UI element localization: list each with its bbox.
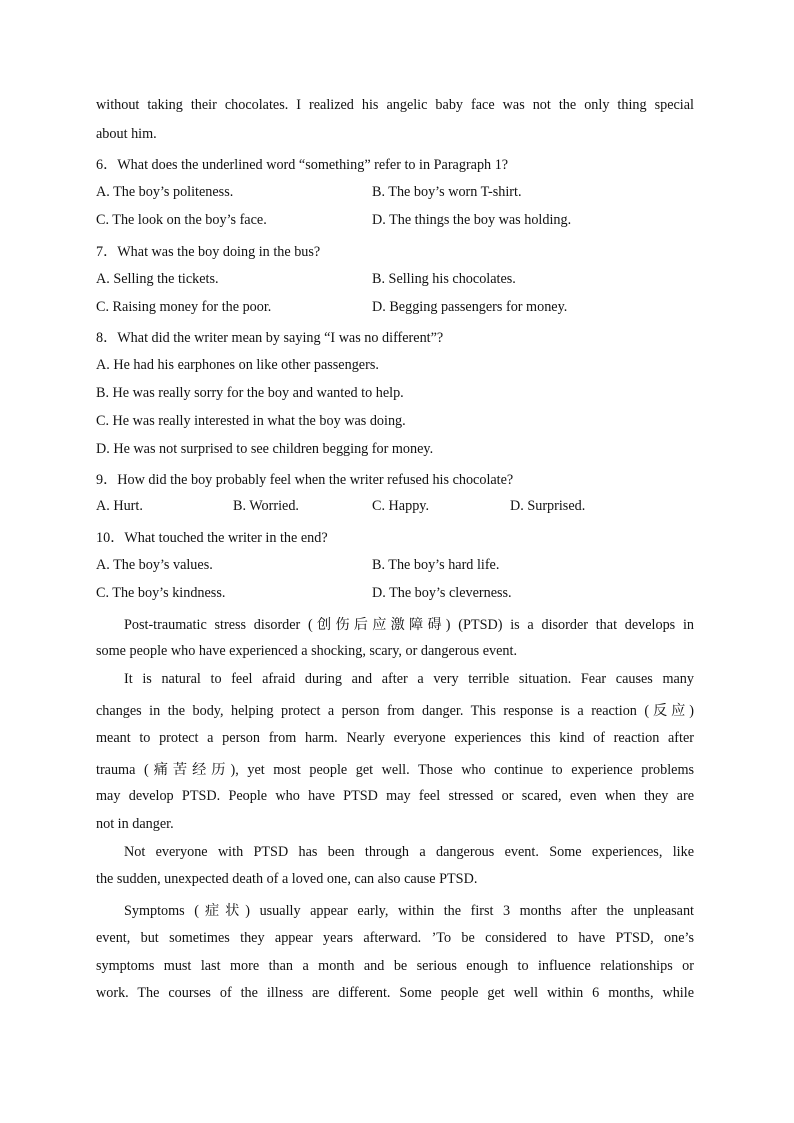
- question-stem-7: 7．What was the boy doing in the bus?: [96, 244, 321, 260]
- passage-line: Not everyone with PTSD has been through a dangerous event. Some experiences, like: [124, 844, 694, 860]
- option-6d: D. The things the boy was holding.: [372, 212, 572, 228]
- option-10d: D. The boy’s cleverness.: [372, 585, 512, 601]
- option-6c: C. The look on the boy’s face.: [96, 212, 267, 228]
- option-7d: D. Begging passengers for money.: [372, 299, 568, 315]
- passage-line: Post-traumatic stress disorder (创伤后应激障碍) (PTSD) is a disorder that develops in: [124, 617, 694, 633]
- passage-line: may develop PTSD. People who have PTSD may feel stressed or scared, even when they are: [96, 788, 694, 804]
- option-9d: D. Surprised.: [510, 498, 586, 514]
- option-10b: B. The boy’s hard life.: [372, 557, 500, 573]
- intro-line: without taking their chocolates. I realized his angelic baby face was not the only thing special: [96, 97, 694, 113]
- passage-line: not in danger.: [96, 816, 174, 832]
- option-8b: B. He was really sorry for the boy and wanted to help.: [96, 385, 404, 401]
- option-8a: A. He had his earphones on like other passengers.: [96, 357, 379, 373]
- option-7a: A. Selling the tickets.: [96, 271, 219, 287]
- passage-line: It is natural to feel afraid during and after a very terrible situation. Fear causes many: [124, 671, 694, 687]
- intro-line: about him.: [96, 126, 157, 142]
- option-9c: C. Happy.: [372, 498, 430, 514]
- option-7c: C. Raising money for the poor.: [96, 299, 272, 315]
- passage-line: some people who have experienced a shocking, scary, or dangerous event.: [96, 643, 518, 659]
- passage-line: trauma (痛苦经历), yet most people get well. Those who continue to experience problems: [96, 762, 694, 778]
- option-10c: C. The boy’s kindness.: [96, 585, 226, 601]
- passage-line: symptoms must last more than a month and be serious enough to influence relationships or: [96, 958, 694, 974]
- passage-line: meant to protect a person from harm. Nearly everyone experiences this kind of reaction after: [96, 730, 694, 746]
- question-stem-9: 9．How did the boy probably feel when the writer refused his chocolate?: [96, 472, 514, 488]
- question-stem-10: 10．What touched the writer in the end?: [96, 530, 328, 546]
- passage-line: changes in the body, helping protect a person from danger. This response is a reaction (反应): [96, 703, 694, 719]
- option-7b: B. Selling his chocolates.: [372, 271, 516, 287]
- passage-line: event, but sometimes they appear years afterward. ’To be considered to have PTSD, one’s: [96, 930, 694, 946]
- passage-line: the sudden, unexpected death of a loved one, can also cause PTSD.: [96, 871, 478, 887]
- option-6b: B. The boy’s worn T-shirt.: [372, 184, 522, 200]
- option-9a: A. Hurt.: [96, 498, 143, 514]
- passage-line: work. The courses of the illness are different. Some people get well within 6 months, while: [96, 985, 694, 1001]
- option-8d: D. He was not surprised to see children begging for money.: [96, 441, 434, 457]
- option-8c: C. He was really interested in what the boy was doing.: [96, 413, 406, 429]
- question-stem-8: 8．What did the writer mean by saying “I was no different”?: [96, 330, 444, 346]
- option-6a: A. The boy’s politeness.: [96, 184, 234, 200]
- question-stem-6: 6．What does the underlined word “something” refer to in Paragraph 1?: [96, 157, 509, 173]
- passage-line: Symptoms (症状) usually appear early, within the first 3 months after the unpleasant: [124, 903, 694, 919]
- option-9b: B. Worried.: [233, 498, 299, 514]
- option-10a: A. The boy’s values.: [96, 557, 213, 573]
